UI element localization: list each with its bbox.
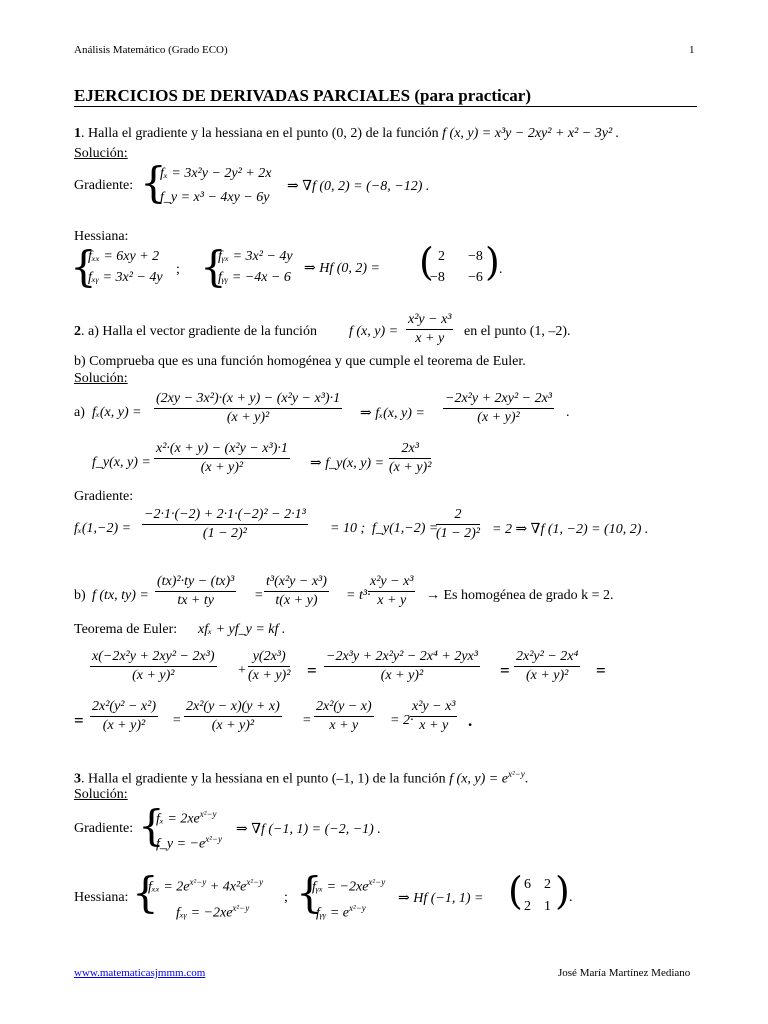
ex3-gradient-brace: { [138,801,165,850]
ex2-hom-denominator1: tx + ty [177,593,214,608]
ex1-number: 1 [74,126,81,141]
ex1-fyx: fᵧₓ = 3x² − 4y [218,249,293,264]
ex2-euler-plus: + [238,663,246,678]
ex2-euler-numerator5: 2x²(y² − x²) [90,699,158,717]
footer-author: José María Martínez Mediano [558,967,691,979]
ex2-euler-label: Teorema de Euler: [74,622,178,637]
ex2-euler-end: . [468,711,473,730]
ex2-euler-denominator2: (x + y)² [248,668,291,683]
ex2-hom-numerator3: x²y − x³ [368,574,415,592]
ex3-fx [156,809,217,828]
ex2-euler-fraction5 [90,699,158,734]
title-rule [74,106,697,107]
ex2-euler-eq1: = [307,661,317,680]
ex1-hessian-brace-left: { [70,242,97,291]
ex1-statement [74,126,619,142]
ex3-function-end: . [524,771,529,787]
ex1-hessian-result: ⇒ Hf (0, 2) = [304,261,381,276]
header-course: Análisis Matemático (Grado ECO) [74,44,228,56]
ex2-fy-lhs: f_y(x, y) = [92,455,151,470]
ex2-statement-a [74,324,317,340]
ex2-euler-denominator1: (x + y)² [132,668,175,683]
ex3-separator: ; [284,890,288,905]
ex2-function-fraction [406,312,453,347]
ex2-gy-result: = 2 ⇒ ∇f (1, −2) = (10, 2) . [492,522,649,537]
ex1-fxy: fₓᵧ = 3x² − 4y [88,270,163,285]
ex2-euler-fraction8 [410,699,457,734]
ex2-fy-fraction [154,441,290,476]
ex3-hessian-label: Hessiana: [74,890,129,905]
ex1-fxx: fₓₓ = 6xy + 2 [88,249,160,264]
ex2-fy-denominator: (x + y)² [200,460,244,475]
ex2-solution-label: Solución: [74,371,128,386]
ex1-fyy: fᵧᵧ = −4x − 6 [218,270,291,285]
ex2-euler-fraction3 [324,649,480,684]
ex2-fy-arrow: ⇒ f_y(x, y) = [310,456,385,471]
ex3-fy-base: f_y = −e [156,836,206,852]
ex2-fy-numerator: x²·(x + y) − (x²y − x³)·1 [154,441,290,459]
ex2-euler-numerator3: −2x³y + 2x²y² − 2x⁴ + 2yx³ [324,649,480,667]
ex1-matrix-open: ( [419,240,434,284]
ex2-euler-fraction1 [90,649,217,684]
ex2-euler-denominator6: (x + y)² [211,718,255,733]
ex3-gradient-result: ⇒ ∇f (−1, 1) = (−2, −1) . [236,822,381,837]
ex3-fyx-exponent: x²−y [368,877,386,887]
ex3-matrix-close: ) [555,869,570,913]
ex1-gradient-result: ⇒ ∇f (0, 2) = (−8, −12) . [287,179,430,194]
ex1-text: . Halla el gradiente y la hessiana en el punto (0, 2) de la función [81,126,439,141]
ex3-fyx [312,877,385,896]
ex2-euler-eq6: = [302,713,312,728]
ex2-text-a: . a) Halla el vector gradiente de la función [81,324,317,339]
ex2-euler-numerator2: y(2x³) [248,649,290,667]
ex2-euler-equation: xfₓ + yf_y = kf . [198,622,286,637]
ex2-hom-fraction2 [264,574,329,609]
ex2-euler-denominator7: x + y [329,718,359,733]
ex3-hessian-result: ⇒ Hf (−1, 1) = [398,891,484,906]
ex2-fx-numerator2: −2x²y + 2xy² − 2x³ [443,391,554,409]
ex3-fxx [148,877,263,896]
ex2-number: 2 [74,324,81,339]
ex2-fy-fraction2 [389,441,431,476]
ex2-euler-eq4: = [74,711,84,730]
page-title: EJERCICIOS DE DERIVADAS PARCIALES (para practicar) [74,86,531,105]
ex3-fx-exponent: x²−y [199,809,217,819]
ex1-fx: fₓ = 3x²y − 2y² + 2x [160,166,272,181]
ex3-hessian-brace-left: { [132,868,159,917]
ex2-hom-eq2: = t³· [346,588,371,603]
ex2-gx-result: = 10 ; [330,521,366,536]
ex1-matrix-close: ) [485,240,500,284]
ex1-function: f (x, y) = x³y − 2xy² + x² − 3y² . [442,126,620,141]
ex2-euler-fraction6 [184,699,282,734]
ex2-gx-numerator: −2·1·(−2) + 2·1·(−2)² − 2·1³ [142,507,308,525]
ex2-fx-numerator: (2xy − 3x²)·(x + y) − (x²y − x³)·1 [154,391,342,409]
ex2-function-denominator: x + y [415,331,445,346]
ex2-gy-numerator: 2 [436,507,480,525]
ex3-fxy-exponent: x²−y [232,903,250,913]
ex2-hom-numerator1: (tx)²·ty − (tx)³ [155,574,236,592]
ex3-function-exponent: x²−y [507,769,525,779]
ex2-fy-denominator2: (x + y)² [389,460,432,475]
ex2-fx-lhs: fₓ(x, y) = [92,405,142,420]
ex2-gradient-label: Gradiente: [74,489,134,504]
ex3-fx-base: fₓ = 2xe [156,811,200,827]
ex3-matrix-open: ( [508,869,523,913]
ex2-gy-lhs: f_y(1,−2) = [372,521,439,536]
ex3-gradient-label: Gradiente: [74,821,134,836]
ex3-fy-exponent: x²−y [205,834,222,844]
ex2-hom-numerator2: t³(x²y − x³) [264,574,329,592]
ex2-hom-lhs: f (tx, ty) = [92,588,149,603]
ex2-euler-numerator8: x²y − x³ [410,699,457,717]
ex3-fyy-base: fᵧᵧ = e [316,905,350,921]
ex2-fy-numerator2: 2x³ [389,441,431,459]
ex1-end: . [499,262,503,277]
ex2-gx-fraction [142,507,308,542]
ex3-statement [74,769,528,788]
ex2-hom-eq: = [254,588,264,603]
ex3-fxx-b: + 4x²e [206,879,247,895]
ex1-hessian-brace-right: { [200,242,227,291]
ex1-fy: f_y = x³ − 4xy − 6y [160,190,270,205]
ex3-fy [156,834,222,853]
ex2-b-label: b) [74,588,86,603]
ex1-matrix-a22: −6 [468,270,483,285]
ex2-gy-fraction [436,507,480,542]
ex2-function-numerator: x²y − x³ [406,312,453,330]
ex1-gradient-label: Gradiente: [74,178,134,193]
ex2-text-a2: en el punto (1, –2). [464,324,571,339]
ex2-text-b: b) Comprueba que es una función homogénea y que cumple el teorema de Euler. [74,354,526,369]
ex3-matrix-a22: 1 [544,899,551,914]
ex2-euler-numerator1: x(−2x²y + 2xy² − 2x³) [90,649,217,667]
ex2-hom-result: → Es homogénea de grado k = 2. [426,588,614,603]
ex2-a-label: a) [74,405,85,420]
ex2-euler-numerator6: 2x²(y − x)(y + x) [184,699,282,717]
ex3-fyx-base: fᵧₓ = −2xe [312,879,369,895]
ex2-euler-denominator3: (x + y)² [380,668,424,683]
ex3-hessian-brace-right: { [296,868,323,917]
ex3-fyy [316,903,366,922]
ex1-gradient-brace: { [140,158,167,207]
ex2-hom-fraction1 [155,574,236,609]
ex3-solution-label: Solución: [74,787,128,802]
ex1-matrix-a21: −8 [430,270,445,285]
ex2-fx-end: . [566,405,570,420]
ex3-fxy [176,903,249,922]
ex2-euler-numerator7: 2x²(y − x) [314,699,374,717]
ex2-gx-lhs: fₓ(1,−2) = [74,521,132,536]
ex2-gx-denominator: (1 − 2)² [202,526,247,541]
ex3-fyy-exponent: x²−y [349,903,366,913]
ex2-hom-fraction3 [368,574,415,609]
ex3-fxx-exp-b: x²−y [246,877,264,887]
ex1-matrix-a12: −8 [468,249,483,264]
ex2-euler-fraction7 [314,699,374,734]
ex2-euler-numerator4: 2x²y² − 2x⁴ [514,649,580,667]
ex2-euler-eq3: = [596,661,606,680]
ex3-text: . Halla el gradiente y la hessiana en el punto (–1, 1) de la función [81,771,446,787]
ex2-euler-denominator8: x + y [419,718,449,733]
ex2-function-lhs: f (x, y) = [349,324,399,339]
ex2-fx-denominator2: (x + y)² [477,410,520,425]
ex3-matrix-a21: 2 [524,899,531,914]
ex2-euler-eq2: = [500,661,510,680]
ex2-fx-arrow: ⇒ fₓ(x, y) = [360,406,425,421]
ex3-matrix-a12: 2 [544,877,551,892]
ex1-hessian-label: Hessiana: [74,229,129,244]
ex1-matrix-a11: 2 [438,249,445,264]
ex3-fxy-base: fₓᵧ = −2xe [176,905,233,921]
ex2-hom-denominator3: x + y [377,593,407,608]
ex3-fxx-exp-a: x²−y [189,877,207,887]
ex2-euler-eq5: = [172,713,182,728]
ex3-matrix-a11: 6 [524,877,531,892]
footer-website-link[interactable]: www.matematicasjmmm.com [74,967,206,979]
header-page-number: 1 [689,44,695,56]
ex2-fx-fraction [154,391,342,426]
ex2-euler-two: = 2· [390,713,414,728]
ex2-gy-denominator: (1 − 2)² [436,526,480,541]
ex2-euler-fraction4 [514,649,580,684]
ex2-euler-denominator5: (x + y)² [102,718,146,733]
ex2-fx-denominator: (x + y)² [226,410,270,425]
ex2-fx-fraction2 [443,391,554,426]
ex2-euler-fraction2 [248,649,290,684]
ex3-end: . [569,890,573,905]
ex1-separator: ; [176,262,180,277]
ex2-euler-denominator4: (x + y)² [525,668,569,683]
ex3-fxx-a: fₓₓ = 2e [148,879,190,895]
ex1-solution-label: Solución: [74,146,128,161]
ex3-number: 3 [74,771,81,787]
ex2-hom-denominator2: t(x + y) [275,593,318,608]
ex3-function: f (x, y) = e [449,771,508,787]
